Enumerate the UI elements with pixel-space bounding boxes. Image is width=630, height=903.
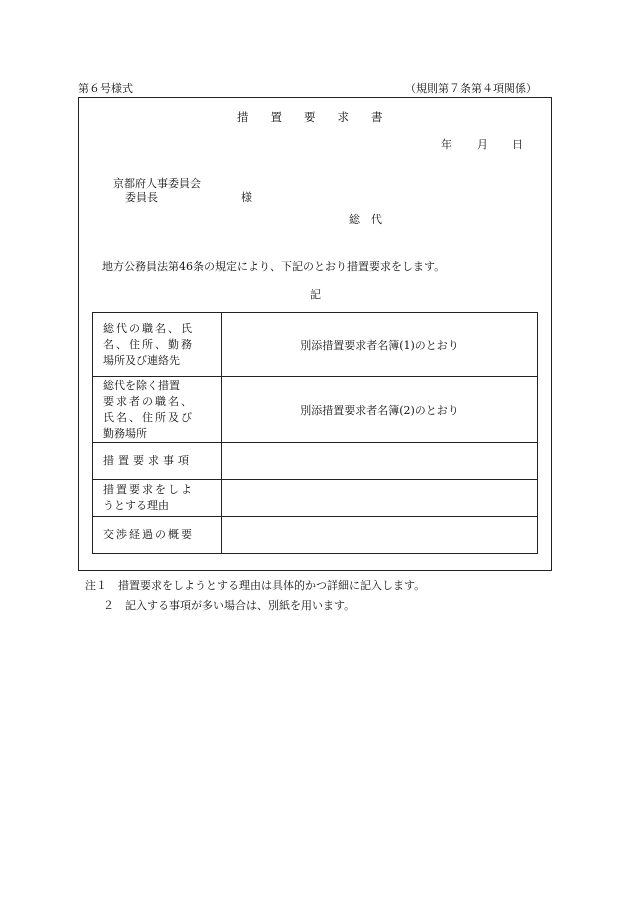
note-2: ２ 記入する事項が多い場合は、別紙を用います。 — [103, 599, 356, 612]
date-day-label: 日 — [512, 138, 523, 151]
table-row — [93, 377, 538, 443]
regulation-reference: （規則第７条第４項関係） — [405, 82, 537, 95]
row-label: 交渉経過の概要 — [93, 517, 222, 554]
table-row — [93, 480, 538, 517]
row-label: 措置要求をしよ うとする理由 — [93, 480, 222, 517]
note-1: 注１ 措置要求をしようとする理由は具体的かつ詳細に記入します。 — [85, 579, 426, 592]
table-row — [93, 517, 538, 554]
row-label: 措置要求事項 — [93, 443, 222, 480]
request-table — [92, 312, 538, 554]
row-label: 総代の職名、氏 名、住所、勤務 場所及び連絡先 — [93, 313, 222, 377]
ki-label: 記 — [310, 288, 321, 301]
row-value: 別添措置要求者名簿(1)のとおり — [222, 313, 538, 377]
table-row — [93, 313, 538, 377]
date-month-label: 月 — [477, 138, 488, 151]
row-value — [222, 480, 538, 517]
date-year-label: 年 — [441, 138, 452, 151]
recipient-organization: 京都府人事委員会 — [113, 177, 201, 190]
body-text: 地方公務員法第46条の規定により、下記のとおり措置要求をします。 — [102, 260, 446, 273]
recipient-position: 委員長 — [125, 191, 158, 204]
sender-label: 総 代 — [349, 213, 382, 226]
table-row — [93, 443, 538, 480]
recipient-honorific: 様 — [241, 191, 252, 204]
form-number: 第６号様式 — [78, 82, 133, 95]
row-value — [222, 517, 538, 554]
row-value: 別添措置要求者名簿(2)のとおり — [222, 377, 538, 443]
row-value — [222, 443, 538, 480]
document-title: 措置要求書 — [237, 110, 405, 124]
row-label: 総代を除く措置 要求者の職名、 氏名、住所及び 勤務場所 — [93, 377, 222, 443]
